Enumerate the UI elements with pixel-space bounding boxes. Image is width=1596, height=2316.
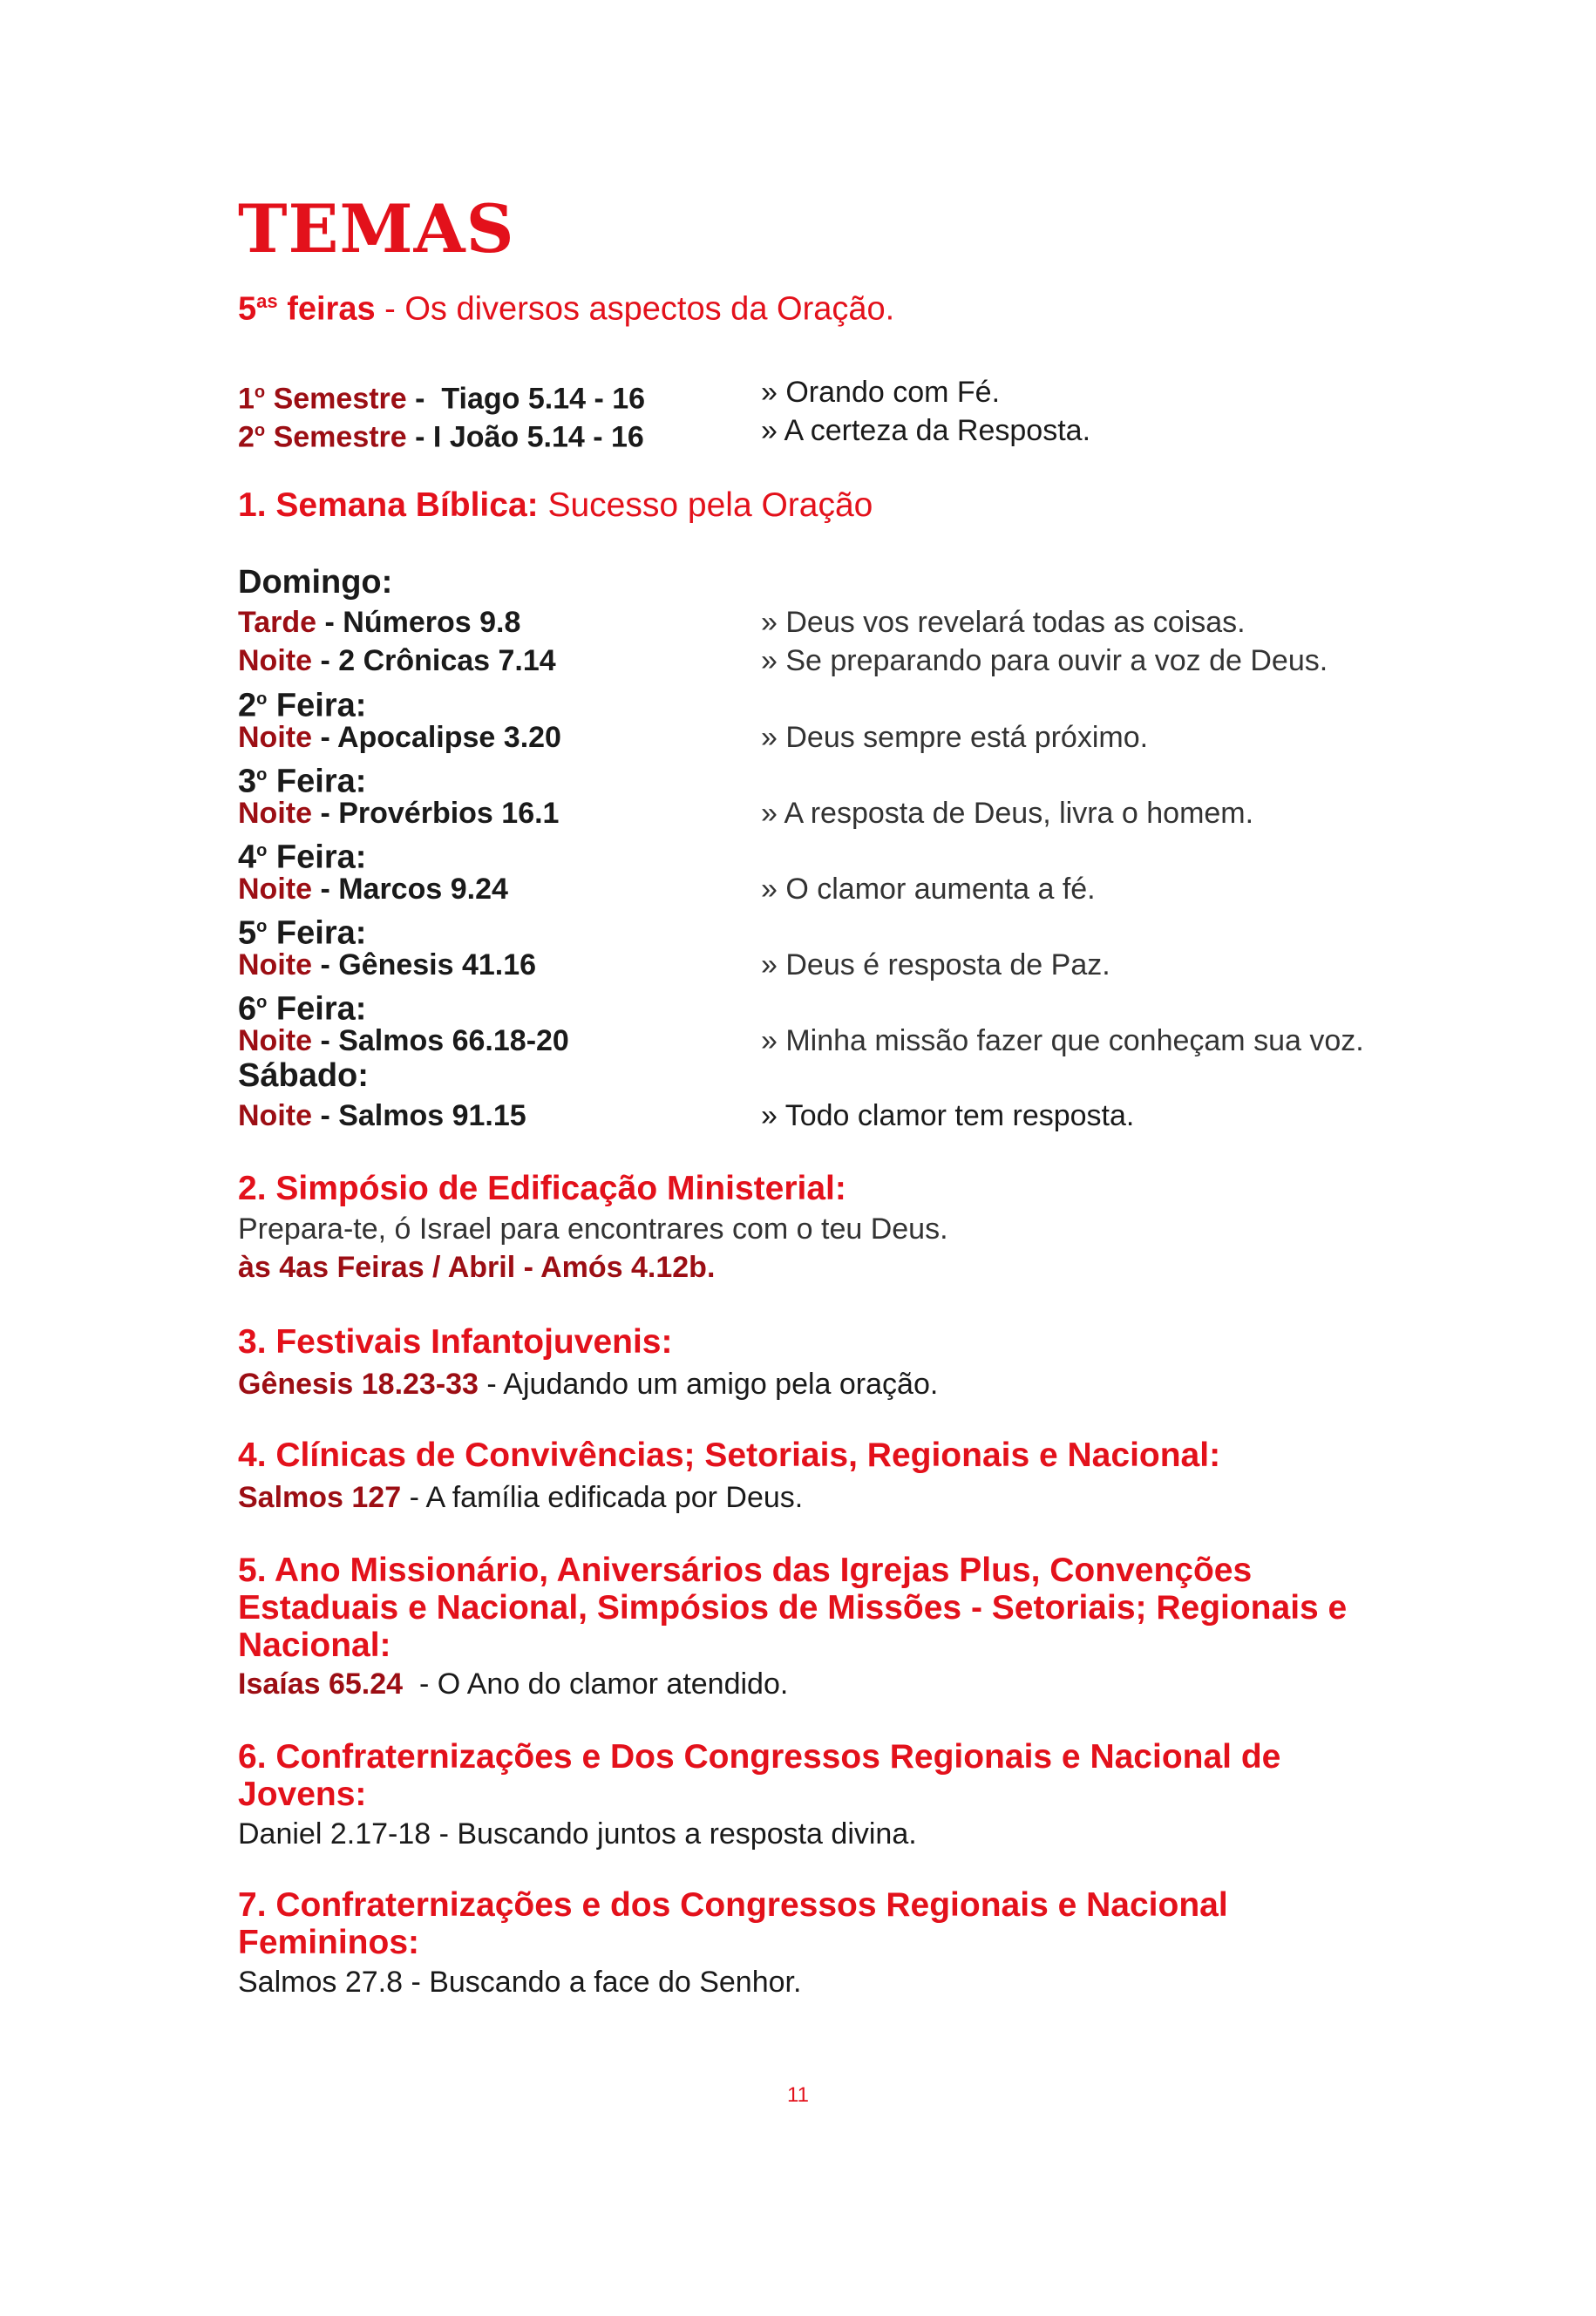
- subtitle: [238, 290, 894, 329]
- section-7-title: 7. Confraternizações e dos Congressos Regionais e Nacional Femininos:: [238, 1886, 1228, 1961]
- semester-num: 1: [238, 382, 255, 416]
- schedule-theme: » Minha missão fazer que conheçam sua voz.: [761, 1024, 1364, 1057]
- day-domingo: Domingo:: [238, 564, 393, 601]
- semester-ref: Tiago 5.14 - 16: [441, 382, 646, 416]
- schedule-ref: Salmos 91.15: [338, 1099, 526, 1132]
- schedule-ref: 2 Crônicas 7.14: [338, 644, 556, 677]
- section-4-ref: Salmos 127: [238, 1481, 402, 1514]
- section-3-body: [238, 1365, 938, 1403]
- schedule-ref: Provérbios 16.1: [338, 797, 560, 830]
- section-5-body: [238, 1665, 788, 1703]
- semester-theme: » A certeza da Resposta.: [761, 414, 1091, 447]
- day-sexta: 6$^o$ Feira:: [238, 990, 367, 1028]
- section-3-text: - Ajudando um amigo pela oração.: [478, 1368, 939, 1401]
- section-4-text: - A família edificada por Deus.: [401, 1481, 804, 1514]
- subtitle-rest: - Os diversos aspectos da Oração.: [375, 290, 895, 328]
- section-5-ref: Isaías 65.24: [238, 1667, 404, 1701]
- section-4-title: 4. Clínicas de Convivências; Setoriais, Regionais e Nacional:: [238, 1436, 1221, 1474]
- section-5-title: 5. Ano Missionário, Aniversários das Igrejas Plus, Convenções Estaduais e Nacional, Simpósios de Missões - Setoriais; Regionais e Nacional:: [238, 1552, 1348, 1664]
- schedule-theme: » Todo clamor tem resposta.: [761, 1099, 1135, 1132]
- semester-sup: o: [254, 383, 266, 402]
- schedule-theme: » Deus vos revelará todas as coisas.: [761, 606, 1246, 639]
- section-3-title: 3. Festivais Infantojuvenis:: [238, 1323, 673, 1361]
- section-5-text: - O Ano do clamor atendido.: [403, 1667, 789, 1701]
- schedule-theme: » A resposta de Deus, livra o homem.: [761, 797, 1254, 830]
- schedule-period: Noite: [238, 1099, 312, 1132]
- schedule-period: Noite: [238, 644, 312, 677]
- page-title: TEMAS: [238, 190, 515, 268]
- schedule-period: Tarde: [238, 606, 317, 639]
- schedule-ref: Números 9.8: [343, 606, 521, 639]
- schedule-row: Noite - Marcos 9.24 » O clamor aumenta a fé.: [238, 870, 1458, 908]
- section-3-ref: Gênesis 18.23-33: [238, 1368, 479, 1401]
- schedule-row: Noite - 2 Crônicas 7.14 » Se preparando para ouvir a voz de Deus.: [238, 642, 1458, 680]
- section-6-title: 6. Confraternizações e Dos Congressos Regionais e Nacional de Jovens:: [238, 1738, 1281, 1813]
- week-heading: [238, 485, 873, 526]
- schedule-ref: Apocalipse 3.20: [336, 721, 561, 754]
- semester-sep: -: [406, 420, 433, 454]
- schedule-period: Noite: [238, 948, 312, 981]
- semester-word: Semestre: [273, 382, 407, 416]
- section-2-line2: às 4as Feiras / Abril - Amós 4.12b.: [238, 1251, 716, 1284]
- subtitle-num: 5: [238, 290, 257, 328]
- section-2-title: 2. Simpósio de Edificação Ministerial:: [238, 1170, 846, 1207]
- semester-row-1: [238, 373, 1458, 416]
- week-theme: Sucesso pela Oração: [538, 486, 873, 524]
- schedule-period: Noite: [238, 873, 312, 906]
- schedule-theme: » Deus é resposta de Paz.: [761, 948, 1110, 981]
- schedule-row: Noite - Salmos 66.18-20 » Minha missão fazer que conheçam sua voz.: [238, 1022, 1458, 1060]
- semester-sup: o: [254, 421, 266, 440]
- day-quinta: 5$^o$ Feira:: [238, 914, 367, 952]
- schedule-row: Noite - Apocalipse 3.20 » Deus sempre está próximo.: [238, 718, 1458, 757]
- semester-ref: I João 5.14 - 16: [432, 420, 644, 454]
- page-number: 11: [787, 2083, 809, 2107]
- schedule-period: Noite: [238, 1024, 312, 1057]
- day-terca: 3$^o$ Feira:: [238, 763, 367, 800]
- section-4-body: [238, 1478, 803, 1517]
- schedule-ref: Salmos 66.18-20: [338, 1024, 569, 1057]
- semester-theme: » Orando com Fé.: [761, 376, 1001, 409]
- day-segunda: 2$^o$ Feira:: [238, 687, 367, 724]
- section-6-body: Daniel 2.17-18 - Buscando juntos a resposta divina.: [238, 1817, 917, 1851]
- schedule-row: Noite - Gênesis 41.16 » Deus é resposta de Paz.: [238, 946, 1458, 984]
- schedule-row: Noite - Provérbios 16.1 » A resposta de Deus, livra o homem.: [238, 794, 1458, 832]
- schedule-period: Noite: [238, 797, 312, 830]
- semester-word: Semestre: [273, 420, 407, 454]
- semester-label: [238, 411, 644, 456]
- schedule-ref: Marcos 9.24: [338, 873, 508, 906]
- semester-num: 2: [238, 420, 255, 454]
- semester-row-2: [238, 411, 1458, 454]
- subtitle-sup: as: [256, 290, 278, 312]
- schedule-row: Tarde - Números 9.8 » Deus vos revelará todas as coisas.: [238, 603, 1458, 642]
- schedule-theme: » Deus sempre está próximo.: [761, 721, 1149, 754]
- day-quarta: 4$^o$ Feira:: [238, 839, 367, 876]
- schedule-period: Noite: [238, 721, 312, 754]
- week-label: 1. Semana Bíblica:: [238, 486, 539, 524]
- semester-sep: -: [406, 382, 442, 416]
- subtitle-bold: feiras: [287, 290, 376, 328]
- schedule-theme: » Se preparando para ouvir a voz de Deus.: [761, 644, 1328, 677]
- section-2-line1: Prepara-te, ó Israel para encontrares com o teu Deus.: [238, 1212, 948, 1246]
- section-7-body: Salmos 27.8 - Buscando a face do Senhor.: [238, 1966, 802, 1999]
- schedule-ref: Gênesis 41.16: [338, 948, 537, 981]
- schedule-row: Noite - Salmos 91.15 » Todo clamor tem resposta.: [238, 1097, 1458, 1135]
- day-sabado: Sábado:: [238, 1057, 369, 1094]
- schedule-theme: » O clamor aumenta a fé.: [761, 873, 1096, 906]
